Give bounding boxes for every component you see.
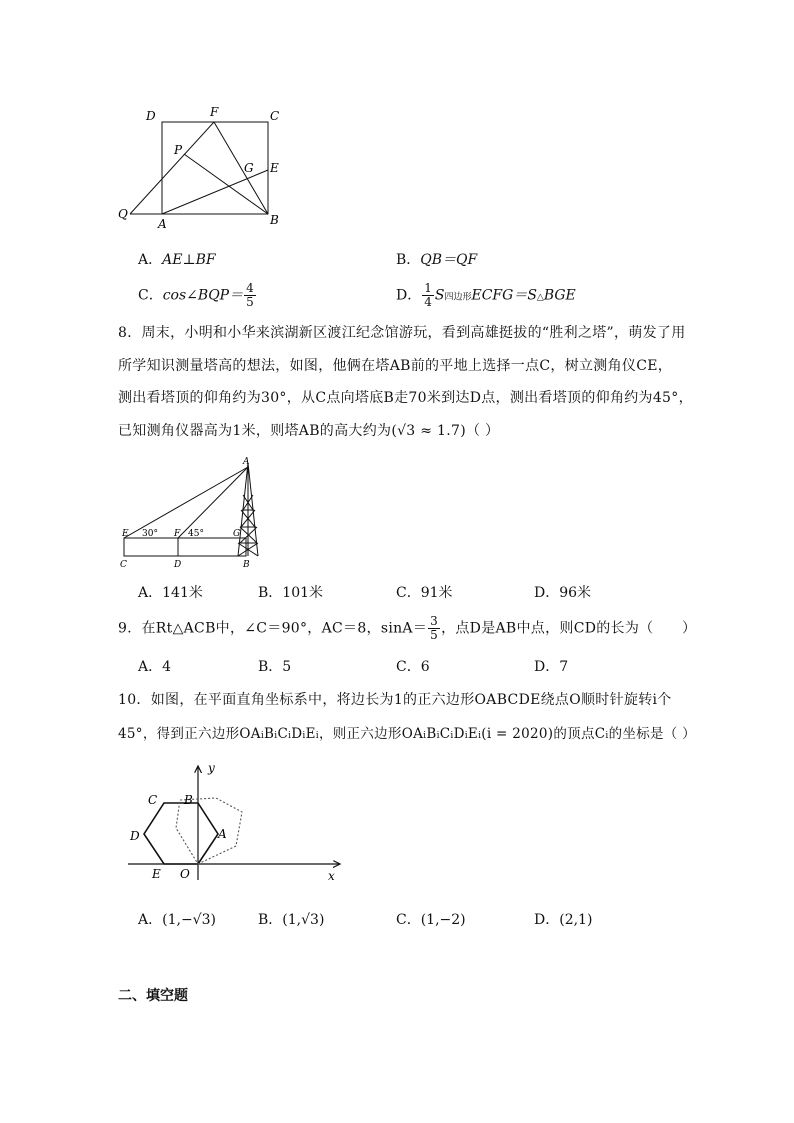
- q10-line-2: [118, 722, 696, 742]
- q10-label-c: C: [148, 793, 158, 807]
- q7-label-p: P: [174, 143, 183, 157]
- q7-option-b-letter: B．: [396, 252, 421, 268]
- q7-figure: [110, 100, 300, 235]
- q7-label-d: D: [146, 109, 156, 123]
- q9-num: 3: [430, 614, 439, 628]
- q7-option-b-text: QB＝QF: [420, 252, 478, 268]
- q8-option-b[interactable]: [258, 582, 323, 602]
- q7-option-d-s1sub: 四边形: [444, 292, 472, 303]
- q9-option-b[interactable]: [258, 656, 291, 676]
- q10-sub-9: i: [464, 731, 468, 741]
- q10-l2-l: 的坐标是（ ）: [608, 726, 696, 742]
- q10-option-d-text: (2,1): [559, 912, 593, 928]
- q10-option-c-letter: C．: [396, 912, 421, 928]
- q9-option-a[interactable]: [138, 656, 171, 676]
- q8-option-a-text: 141米: [162, 585, 203, 601]
- q8-label-b: B: [243, 560, 250, 570]
- q8-line-ea: [124, 467, 248, 538]
- q7-line-qf: [130, 122, 214, 214]
- q10-l2-a: 45°，得到正六边形OA: [118, 726, 261, 742]
- q7-option-c-prefix: cos∠BQP＝: [162, 287, 244, 304]
- q7-label-b: B: [270, 213, 279, 227]
- q9-option-d-letter: D．: [534, 659, 560, 675]
- q8-line-2: 所学知识测量塔高的想法，如图，他俩在塔AB前的平地上选择一点C，树立测角仪CE，: [118, 358, 673, 374]
- q10-sub-7: i: [436, 731, 440, 741]
- q7-option-d-tail: BGE: [543, 287, 576, 304]
- q10-l2-h: C: [439, 726, 451, 742]
- q9-option-a-letter: A．: [138, 659, 163, 675]
- q10-l2-c: C: [277, 726, 289, 742]
- q8-option-c-letter: C．: [396, 585, 421, 601]
- q8-option-c[interactable]: [396, 582, 453, 602]
- q10-sub-3: i: [288, 731, 292, 741]
- q10-sub-5: i: [315, 731, 319, 741]
- q7-line-pb: [184, 154, 268, 214]
- q7-option-c-den: 5: [246, 295, 254, 309]
- q8-label-g: G: [233, 529, 241, 539]
- q10-label-o: O: [180, 867, 190, 881]
- q7-option-a-letter: A．: [138, 252, 163, 268]
- q8-option-b-text: 101米: [282, 585, 324, 601]
- q8-option-a[interactable]: [138, 582, 203, 602]
- q9-option-c[interactable]: [396, 656, 430, 676]
- q10-option-a-text: (1,−√3): [162, 912, 216, 928]
- q8-option-b-letter: B．: [258, 585, 283, 601]
- q10-label-b: B: [184, 793, 193, 807]
- q7-option-d-num: 1: [424, 281, 432, 295]
- q7-option-c-letter: C．: [138, 287, 163, 304]
- q8-ground-rect: [124, 538, 246, 556]
- q7-label-c: C: [270, 109, 280, 123]
- q10-sub-1: i: [260, 731, 265, 741]
- q10-l2-k: (i = 2020)的顶点C: [481, 726, 606, 742]
- q7-option-c-fraction: [244, 282, 256, 309]
- q10-l2-f: ，则正六边形OA: [318, 726, 424, 742]
- q10-label-x: x: [328, 869, 335, 883]
- q7-option-d-letter: D．: [396, 287, 422, 304]
- q9-question: [118, 615, 696, 642]
- q8-label-c: C: [120, 560, 127, 570]
- q8-paren: （ ）: [465, 423, 500, 439]
- q8-angle-45: 45°: [188, 529, 204, 539]
- q9-fraction: [428, 615, 440, 642]
- q7-label-g: G: [244, 161, 254, 175]
- q10-sub-11: i: [605, 731, 609, 741]
- q9-option-c-text: 6: [420, 659, 430, 675]
- q10-option-a[interactable]: [138, 909, 216, 929]
- q7-option-d-rest: ECFG＝S: [471, 287, 537, 304]
- q10-option-b-letter: B．: [258, 912, 283, 928]
- q8-label-a: A: [243, 457, 250, 467]
- q10-hexagon: [144, 803, 218, 864]
- q7-option-d[interactable]: [396, 282, 576, 309]
- q8-approx: (√3 ≈ 1.7): [391, 423, 466, 439]
- q10-label-a: A: [218, 827, 227, 841]
- q7-option-d-den: 4: [424, 295, 432, 309]
- q10-option-c[interactable]: [396, 909, 466, 929]
- q9-option-a-text: 4: [162, 659, 172, 675]
- q10-figure: [120, 760, 350, 885]
- q8-line-3: 测出看塔顶的仰角约为30°，从C点向塔底B走70米到达D点，测出看塔顶的仰角约为45°，: [118, 390, 693, 406]
- q10-label-e: E: [152, 867, 161, 881]
- q8-line-fa: [178, 467, 248, 538]
- q8-angle-30: 30°: [142, 529, 158, 539]
- q10-sub-4: i: [302, 731, 306, 741]
- q7-label-e: E: [270, 161, 279, 175]
- q10-sub-6: i: [423, 731, 427, 741]
- q10-sub-10: i: [478, 731, 482, 741]
- q9-den: 5: [430, 628, 439, 642]
- q7-option-c[interactable]: [138, 282, 257, 309]
- q10-option-d-letter: D．: [534, 912, 560, 928]
- q10-option-b-text: (1,√3): [282, 912, 325, 928]
- q9-option-b-text: 5: [282, 659, 292, 675]
- q8-label-d: D: [174, 560, 182, 570]
- q10-l2-g: B: [426, 726, 437, 742]
- q8-option-d-text: 96米: [559, 585, 592, 601]
- q10-option-d[interactable]: [534, 909, 592, 929]
- q9-post: ，点D是AB中点，则CD的长为（ ）: [441, 620, 697, 637]
- q8-option-c-text: 91米: [420, 585, 453, 601]
- q10-option-b[interactable]: [258, 909, 324, 929]
- q8-line-4-text: 已知测角仪器高为1米，则塔AB的高大约为: [118, 423, 392, 439]
- q7-label-q: Q: [118, 207, 128, 221]
- q8-option-d-letter: D．: [534, 585, 560, 601]
- q10-l2-e: E: [305, 726, 316, 742]
- q7-option-a[interactable]: [138, 249, 216, 269]
- q7-option-b[interactable]: [396, 249, 477, 269]
- q8-figure: [112, 455, 272, 570]
- q8-line-4: [118, 420, 499, 440]
- q7-option-d-s2sub: △: [536, 292, 544, 303]
- q9-option-c-letter: C．: [396, 659, 421, 675]
- section-2-heading: 二、填空题: [118, 988, 188, 1004]
- q10-l2-j: E: [467, 726, 479, 742]
- q10-sub-2: i: [274, 731, 278, 741]
- q7-label-f: F: [210, 105, 219, 119]
- q10-label-d: D: [130, 829, 140, 843]
- q8-label-f: F: [174, 529, 181, 539]
- q8-tower: [238, 463, 258, 556]
- q9-pre: 9．在Rt△ACB中，∠C＝90°，AC＝8，sinA＝: [118, 620, 428, 637]
- q10-sub-8: i: [450, 731, 454, 741]
- q7-option-d-s1: S: [434, 287, 445, 304]
- q8-option-d[interactable]: [534, 582, 591, 602]
- q10-option-c-text: (1,−2): [420, 912, 466, 928]
- q7-option-d-fraction: [422, 282, 434, 309]
- q9-option-b-letter: B．: [258, 659, 283, 675]
- q9-option-d[interactable]: [534, 656, 568, 676]
- q10-option-a-letter: A．: [138, 912, 163, 928]
- q7-label-a: A: [158, 217, 167, 231]
- q10-l2-d: D: [291, 726, 303, 742]
- q7-line-fb: [214, 122, 268, 214]
- q10-l2-i: D: [453, 726, 465, 742]
- q8-option-a-letter: A．: [138, 585, 163, 601]
- q10-l2-b: B: [264, 726, 275, 742]
- q10-line-1: 10．如图，在平面直角坐标系中，将边长为1的正六边形OABCDE绕点O顺时针旋转i个: [118, 692, 672, 708]
- q9-option-d-text: 7: [559, 659, 569, 675]
- q7-option-c-num: 4: [246, 281, 254, 295]
- q8-line-1: 8．周末，小明和小华来滨湖新区渡江纪念馆游玩，看到高雄挺拔的“胜利之塔”，萌发了用: [118, 325, 686, 341]
- q10-label-y: y: [208, 761, 215, 775]
- q10-rotated-hexagon: [176, 798, 242, 864]
- q8-label-e: E: [122, 529, 129, 539]
- q7-option-a-text: AE⊥BF: [162, 252, 216, 268]
